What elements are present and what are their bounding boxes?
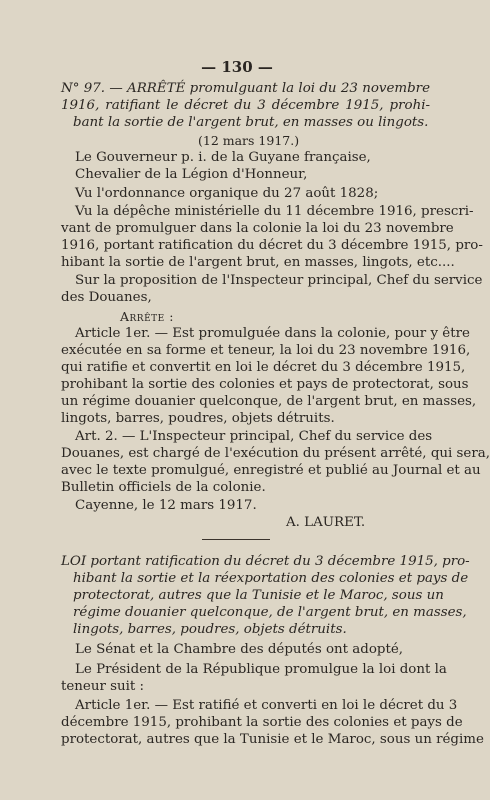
sur-proposition-line: des Douanes,: [61, 290, 152, 305]
loi-article1-line: protectorat, autres que la Tunisie et le Maroc, sous un régime: [61, 732, 484, 747]
article1-line: qui ratifie et convertit en loi le décret du 3 décembre 1915,: [61, 360, 466, 375]
loi-article1-line: Article 1er. — Est ratifié et converti en loi le décret du 3: [75, 698, 458, 713]
article2-line: Bulletin officiels de la colonie.: [61, 480, 266, 495]
loi-heading-line: lingots, barres, poudres, objets détruits.: [73, 622, 347, 637]
arrete-heading-line: 1916, ratifiant le décret du 3 décembre 1915, prohi-: [61, 98, 430, 113]
vu-depeche-line: 1916, portant ratification du décret du 3 décembre 1915, pro-: [61, 238, 483, 253]
loi-heading-line: protectorat, autres que la Tunisie et le Maroc, sous un: [73, 588, 444, 603]
article1-line: exécutée en sa forme et teneur, la loi du 23 novembre 1916,: [61, 343, 471, 358]
loi-heading-line: hibant la sortie et la réexportation des colonies et pays de: [73, 571, 469, 586]
arrete-heading-line: N° 97. — ARRÊTÉ promulguant la loi du 23 novembre: [61, 81, 430, 96]
article1-line: un régime douanier quelconque, de l'argent brut, en masses,: [61, 394, 477, 409]
article1-line: prohibant la sortie des colonies et pays de protectorat, sous: [61, 377, 469, 392]
arrete-date: (12 mars 1917.): [198, 133, 300, 148]
article1-line: lingots, barres, poudres, objets détruits.: [61, 411, 335, 426]
arrete-label: Arrête :: [120, 309, 174, 324]
loi-heading-line: LOI portant ratification du décret du 3 décembre 1915, pro-: [61, 554, 470, 569]
loi-heading-line: régime douanier quelconque, de l'argent brut, en masses,: [73, 605, 467, 620]
chevalier-line: Chevalier de la Légion d'Honneur,: [75, 167, 308, 182]
vu-depeche-line: hibant la sortie de l'argent brut, en masses, lingots, etc....: [61, 255, 455, 270]
gouverneur-line: Le Gouverneur p. i. de la Guyane française,: [75, 150, 371, 165]
president-line: teneur suit :: [61, 679, 145, 694]
president-line: Le Président de la République promulgue la loi dont la: [75, 662, 447, 677]
vu-depeche-line: vant de promulguer dans la colonie la loi du 23 novembre: [61, 221, 454, 236]
article2-line: Douanes, est chargé de l'exécution du présent arrêté, qui sera,: [61, 446, 490, 461]
article1-line: Article 1er. — Est promulguée dans la colonie, pour y être: [75, 326, 470, 341]
signature: A. LAURET.: [286, 515, 366, 530]
arrete-heading-line: bant la sortie de l'argent brut, en masses ou lingots.: [73, 115, 429, 130]
article2-line: Art. 2. — L'Inspecteur principal, Chef du service des: [75, 429, 433, 444]
page-number: — 130 —: [201, 58, 273, 76]
place-date: Cayenne, le 12 mars 1917.: [75, 498, 257, 513]
senat-line: Le Sénat et la Chambre des députés ont adopté,: [75, 642, 404, 657]
vu-depeche-line: Vu la dépêche ministérielle du 11 décembre 1916, prescri-: [75, 204, 474, 219]
vu-ordonnance: Vu l'ordonnance organique du 27 août 1828;: [75, 186, 379, 201]
section-divider: [202, 539, 270, 540]
loi-article1-line: décembre 1915, prohibant la sortie des colonies et pays de: [61, 715, 463, 730]
article2-line: avec le texte promulgué, enregistré et publié au Journal et au: [61, 463, 481, 478]
sur-proposition-line: Sur la proposition de l'Inspecteur principal, Chef du service: [75, 273, 483, 288]
